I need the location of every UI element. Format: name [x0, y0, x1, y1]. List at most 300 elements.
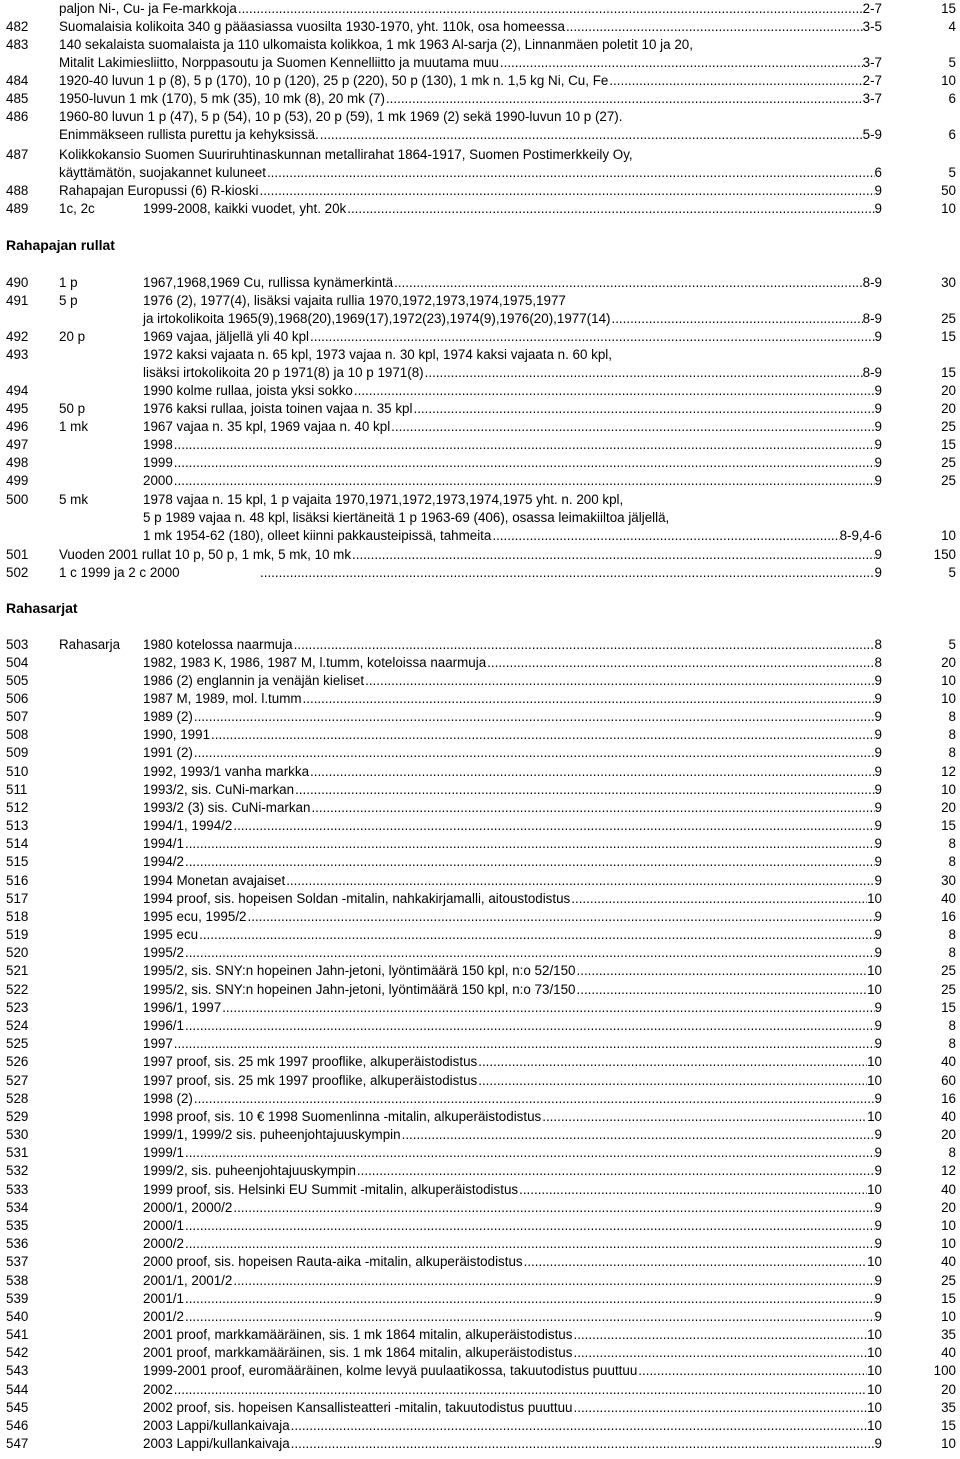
dot-leader [319, 126, 863, 144]
lot-number: 508 [6, 727, 29, 742]
catalog-row [0, 1417, 960, 1435]
condition-grade: 9 [874, 745, 882, 760]
lot-number: 541 [6, 1327, 29, 1342]
lot-description: ja irtokolikoita 1965(9),1968(20),1969(17),1972(23),1974(9),1976(20),1977(14) [143, 311, 611, 326]
lot-description: 1978 vajaa n. 15 kpl, 1 p vajaita 1970,1971,1972,1973,1974,1975 yht. n. 200 kpl, [143, 492, 624, 507]
catalog-row [0, 708, 960, 726]
section-heading: Rahasarjat [6, 600, 78, 616]
lot-description: 2003 Lappi/kullankaivaja [143, 1418, 290, 1433]
dot-leader [576, 981, 868, 999]
condition-grade: 8-9 [862, 311, 882, 326]
catalog-row [0, 491, 960, 509]
lot-description-line [143, 1308, 882, 1326]
lot-description: 1976 kaksi rullaa, joista toinen vajaa n. 35 kpl [143, 401, 413, 416]
condition-grade: 9 [874, 709, 882, 724]
lot-description-line [59, 54, 882, 72]
catalog-row [0, 1435, 960, 1453]
lot-description-line [143, 310, 882, 328]
starting-price: 35 [941, 1327, 956, 1342]
catalog-row [0, 1326, 960, 1344]
lot-description-line [143, 364, 882, 382]
lot-description-line [143, 274, 882, 292]
dot-leader [608, 72, 862, 90]
starting-price: 10 [941, 691, 956, 706]
dot-leader [572, 1344, 867, 1362]
catalog-row [0, 890, 960, 908]
dot-leader [193, 744, 875, 762]
dot-leader [401, 1126, 875, 1144]
lot-description-line [259, 564, 882, 582]
lot-number: 491 [6, 293, 29, 308]
dot-leader [518, 1181, 867, 1199]
lot-number: 520 [6, 945, 29, 960]
catalog-row [0, 1235, 960, 1253]
catalog-row [0, 1126, 960, 1144]
lot-description-line [143, 944, 882, 962]
starting-price: 8 [948, 854, 956, 869]
lot-number: 505 [6, 673, 29, 688]
dot-leader [541, 1108, 867, 1126]
catalog-row [0, 400, 960, 418]
lot-description-line [143, 491, 882, 509]
catalog-row [0, 274, 960, 292]
lot-description: 1969 vajaa, jäljellä yli 40 kpl [143, 329, 309, 344]
starting-price: 5 [948, 637, 956, 652]
starting-price: 20 [941, 1127, 956, 1142]
lot-description-line [143, 1235, 882, 1253]
lot-description-line [143, 1035, 882, 1053]
catalog-row [0, 1253, 960, 1271]
starting-price: 8 [948, 927, 956, 942]
starting-price: 10 [941, 201, 956, 216]
starting-price: 20 [941, 1382, 956, 1397]
lot-description: 1989 (2) [143, 709, 193, 724]
dot-leader [346, 200, 874, 218]
lot-description-line [143, 1090, 882, 1108]
lot-description: 1967 vajaa n. 35 kpl, 1969 vajaa n. 40 kpl [143, 419, 391, 434]
starting-price: 8 [948, 727, 956, 742]
catalog-row [0, 908, 960, 926]
lot-description: 1993/2 (3) sis. CuNi-markan [143, 800, 311, 815]
starting-price: 100 [933, 1363, 956, 1378]
lot-description: 1997 [143, 1036, 173, 1051]
condition-grade: 8-9 [862, 275, 882, 290]
lot-description: 1998 (2) [143, 1091, 193, 1106]
lot-description: 1999/2, sis. puheenjohtajuuskympin [143, 1163, 356, 1178]
lot-description-line [143, 817, 882, 835]
condition-grade: 10 [867, 1345, 882, 1360]
starting-price: 15 [941, 1291, 956, 1306]
lot-description-line [143, 799, 882, 817]
lot-description-line [143, 382, 882, 400]
starting-price: 4 [948, 19, 956, 34]
dot-leader [198, 926, 874, 944]
lot-description-line [143, 926, 882, 944]
dot-leader [412, 400, 874, 418]
catalog-row [0, 1199, 960, 1217]
catalog-row [0, 944, 960, 962]
lot-number: 515 [6, 854, 29, 869]
lot-number: 530 [6, 1127, 29, 1142]
lot-description: 1991 (2) [143, 745, 193, 760]
lot-description-line [143, 1199, 882, 1217]
catalog-row [0, 690, 960, 708]
denomination: 5 p [59, 293, 78, 308]
catalog-row [0, 182, 960, 200]
lot-number: 488 [6, 183, 29, 198]
catalog-row [0, 18, 960, 36]
lot-description: 1998 [143, 437, 173, 452]
starting-price: 12 [941, 764, 956, 779]
lot-description-line [59, 182, 882, 200]
lot-description-line [143, 744, 882, 762]
dot-leader [247, 908, 875, 926]
condition-grade: 9 [874, 873, 882, 888]
lot-description-line [143, 292, 882, 310]
dot-leader [193, 708, 875, 726]
lot-description: lisäksi irtokolikoita 20 p 1971(8) ja 10 p 1971(8) [143, 365, 424, 380]
dot-leader [573, 1399, 868, 1417]
starting-price: 15 [941, 1, 956, 16]
lot-number: 510 [6, 764, 29, 779]
lot-description-line [59, 0, 882, 18]
lot-description: 1986 (2) englannin ja venäjän kieliset [143, 673, 365, 688]
dot-leader [184, 1308, 875, 1326]
lot-number: 484 [6, 73, 29, 88]
dot-leader [310, 799, 874, 817]
lot-description-line [143, 1072, 882, 1090]
catalog-row [0, 1053, 960, 1071]
lot-description: 2000/1 [143, 1218, 184, 1233]
lot-description: 2002 proof, sis. hopeisen Kansallisteatteri -mitalin, takuutodistus puuttuu [143, 1400, 573, 1415]
lot-description: 1980 kotelossa naarmuja [143, 637, 293, 652]
lot-description-line [143, 1126, 882, 1144]
lot-description: 1997 proof, sis. 25 mk 1997 prooflike, alkuperäistodistus [143, 1073, 478, 1088]
lot-description: 1976 (2), 1977(4), lisäksi vajaita rullia 1970,1972,1973,1974,1975,1977 [143, 293, 566, 308]
lot-description: 2001/1 [143, 1291, 184, 1306]
catalog-row [0, 1362, 960, 1380]
lot-number: 535 [6, 1218, 29, 1233]
condition-grade: 10 [867, 963, 882, 978]
lot-description-line [143, 1362, 882, 1380]
catalog-row [0, 781, 960, 799]
lot-number: 512 [6, 800, 29, 815]
lot-number: 514 [6, 836, 29, 851]
starting-price: 60 [941, 1073, 956, 1088]
dot-leader [290, 1417, 867, 1435]
lot-description-line [143, 672, 882, 690]
catalog-row [0, 1399, 960, 1417]
starting-price: 10 [941, 1309, 956, 1324]
condition-grade: 10 [867, 982, 882, 997]
starting-price: 40 [941, 1182, 956, 1197]
condition-grade: 9 [874, 1200, 882, 1215]
lot-description: 1996/1 [143, 1018, 184, 1033]
lot-description-line [59, 126, 882, 144]
starting-price: 16 [941, 1091, 956, 1106]
lot-description: 5 p 1989 vajaa n. 48 kpl, lisäksi kiertäneitä 1 p 1963-69 (406), osassa leimakiiltoa jäljellä, [143, 510, 670, 525]
catalog-row [0, 200, 960, 218]
condition-grade: 9 [874, 927, 882, 942]
catalog-row [0, 382, 960, 400]
dot-leader [390, 418, 874, 436]
catalog-row [0, 454, 960, 472]
starting-price: 30 [941, 873, 956, 888]
catalog-row [0, 853, 960, 871]
condition-grade: 9 [874, 1036, 882, 1051]
starting-price: 15 [941, 437, 956, 452]
dot-leader [173, 472, 875, 490]
lot-description-line [143, 708, 882, 726]
condition-grade: 9 [874, 764, 882, 779]
starting-price: 10 [941, 1436, 956, 1451]
starting-price: 40 [941, 1345, 956, 1360]
condition-grade: 9 [874, 565, 882, 580]
dot-leader [477, 1072, 867, 1090]
dot-leader [353, 382, 875, 400]
dot-leader [193, 1090, 875, 1108]
lot-number: 498 [6, 455, 29, 470]
lot-number: 531 [6, 1145, 29, 1160]
lot-description-line [143, 962, 882, 980]
dot-leader [184, 835, 875, 853]
dot-leader [173, 454, 875, 472]
lot-description: 1994/1 [143, 836, 184, 851]
lot-description-line [143, 1417, 882, 1435]
catalog-row [0, 546, 960, 564]
starting-price: 25 [941, 455, 956, 470]
lot-description-line [143, 835, 882, 853]
starting-price: 10 [941, 1218, 956, 1233]
condition-grade: 9 [874, 183, 882, 198]
lot-number: 486 [6, 109, 29, 124]
lot-number: 546 [6, 1418, 29, 1433]
lot-description: 2001 proof, markkamääräinen, sis. 1 mk 1864 mitalin, alkuperäistodistus [143, 1327, 573, 1342]
catalog-row [0, 1108, 960, 1126]
lot-number: 509 [6, 745, 29, 760]
catalog-row [0, 1090, 960, 1108]
lot-description-line [59, 72, 882, 90]
starting-price: 15 [941, 1418, 956, 1433]
starting-price: 25 [941, 419, 956, 434]
lot-description: 1995/2 [143, 945, 184, 960]
dot-leader [290, 1435, 875, 1453]
lot-description: Rahapajan Europussi (6) R-kioski [59, 183, 259, 198]
dot-leader [385, 90, 863, 108]
condition-grade: 9 [874, 1018, 882, 1033]
catalog-row [0, 672, 960, 690]
condition-grade: 10 [867, 1363, 882, 1378]
catalog-row [0, 564, 960, 582]
lot-description-line [143, 346, 882, 364]
lot-number: 528 [6, 1091, 29, 1106]
lot-number: 511 [6, 782, 28, 797]
lot-description: 1994/1, 1994/2 [143, 818, 233, 833]
lot-description-line [143, 1017, 882, 1035]
lot-description: 1999 [143, 455, 173, 470]
lot-description: 2002 [143, 1382, 173, 1397]
starting-price: 35 [941, 1400, 956, 1415]
catalog-row [0, 527, 960, 545]
lot-description-line [143, 781, 882, 799]
lot-number: 526 [6, 1054, 29, 1069]
condition-grade: 9 [874, 1309, 882, 1324]
lot-description: 1960-80 luvun 1 p (47), 5 p (54), 10 p (53), 20 p (59), 1 mk 1969 (2) sekä 1990-luvun 10 p (27). [59, 109, 623, 124]
dot-leader [237, 0, 863, 18]
starting-price: 40 [941, 1054, 956, 1069]
catalog-row [0, 799, 960, 817]
dot-leader [184, 1217, 875, 1235]
condition-grade: 9 [874, 1273, 882, 1288]
condition-grade: 8 [874, 637, 882, 652]
condition-grade: 9 [874, 455, 882, 470]
catalog-row [0, 1072, 960, 1090]
denomination: 1 p [59, 275, 78, 290]
starting-price: 6 [948, 127, 956, 142]
catalog-row [0, 436, 960, 454]
dot-leader [364, 672, 874, 690]
lot-number: 493 [6, 347, 29, 362]
lot-number: 533 [6, 1182, 29, 1197]
lot-number: 501 [6, 547, 29, 562]
catalog-row [0, 164, 960, 182]
condition-grade: 9 [874, 383, 882, 398]
condition-grade: 2-7 [862, 73, 882, 88]
lot-number: 507 [6, 709, 29, 724]
lot-description-line [143, 853, 882, 871]
lot-description-line [143, 636, 882, 654]
dot-leader [302, 690, 875, 708]
lot-number: 527 [6, 1073, 29, 1088]
lot-description: 1982, 1983 K, 1986, 1987 M, l.tumm, koteloissa naarmuja [143, 655, 487, 670]
catalog-row [0, 1290, 960, 1308]
dot-leader [309, 763, 875, 781]
denomination: 5 mk [59, 492, 89, 507]
lot-number: 502 [6, 565, 29, 580]
starting-price: 20 [941, 401, 956, 416]
lot-number: 513 [6, 818, 29, 833]
lot-number: 532 [6, 1163, 29, 1178]
catalog-row [0, 472, 960, 490]
condition-grade: 9 [874, 547, 882, 562]
lot-number: 547 [6, 1436, 29, 1451]
starting-price: 15 [941, 818, 956, 833]
lot-description-line [143, 436, 882, 454]
denomination: Rahasarja [59, 637, 121, 652]
lot-number: 504 [6, 655, 29, 670]
lot-number: 487 [6, 147, 29, 162]
starting-price: 15 [941, 329, 956, 344]
lot-description-line [59, 36, 882, 54]
starting-price: 5 [948, 165, 956, 180]
condition-grade: 9 [874, 854, 882, 869]
condition-grade: 9 [874, 1163, 882, 1178]
starting-price: 20 [941, 800, 956, 815]
lot-description: 1987 M, 1989, mol. l.tumm [143, 691, 302, 706]
lot-number: 494 [6, 383, 29, 398]
dot-leader [258, 182, 874, 200]
condition-grade: 10 [867, 1418, 882, 1433]
lot-description-line [143, 1144, 882, 1162]
lot-number: 482 [6, 19, 29, 34]
lot-description: 1920-40 luvun 1 p (8), 5 p (170), 10 p (120), 25 p (220), 50 p (130), 1 mk n. 1,5 kg Ni, Cu, Fe [59, 73, 609, 88]
lot-number: 499 [6, 473, 29, 488]
lot-description-line [143, 1290, 882, 1308]
condition-grade: 10 [867, 1182, 882, 1197]
catalog-row [0, 835, 960, 853]
lot-description-line [59, 164, 882, 182]
dot-leader [266, 164, 875, 182]
catalog-row [0, 1217, 960, 1235]
dot-leader [570, 890, 867, 908]
condition-grade: 9 [874, 909, 882, 924]
condition-grade: 9 [874, 201, 882, 216]
dot-leader [499, 54, 863, 72]
lot-description: 1999 proof, sis. Helsinki EU Summit -mitalin, alkuperäistodistus [143, 1182, 519, 1197]
condition-grade: 3-5 [862, 19, 882, 34]
catalog-row [0, 346, 960, 364]
condition-grade: 9 [874, 419, 882, 434]
condition-grade: 3-7 [862, 91, 882, 106]
catalog-row [0, 1144, 960, 1162]
lot-description-line [143, 981, 882, 999]
lot-description-line [143, 418, 882, 436]
dot-leader [486, 654, 874, 672]
lot-description: 2003 Lappi/kullankaivaja [143, 1436, 290, 1451]
lot-description: 1995/2, sis. SNY:n hopeinen Jahn-jetoni, lyöntimäärä 150 kpl, n:o 73/150 [143, 982, 576, 997]
starting-price: 10 [941, 528, 956, 543]
catalog-row [0, 726, 960, 744]
lot-description: 1990 kolme rullaa, joista yksi sokko [143, 383, 353, 398]
dot-leader [565, 18, 863, 36]
lot-number: 489 [6, 201, 29, 216]
lot-number: 503 [6, 637, 29, 652]
condition-grade: 9 [874, 818, 882, 833]
catalog-row [0, 926, 960, 944]
catalog-row [0, 146, 960, 164]
condition-grade: 9 [874, 836, 882, 851]
dot-leader [491, 527, 839, 545]
dot-leader [232, 1272, 874, 1290]
lot-description: paljon Ni-, Cu- ja Fe-markkoja [59, 1, 237, 16]
starting-price: 25 [941, 311, 956, 326]
lot-number: 534 [6, 1200, 29, 1215]
condition-grade: 9 [874, 945, 882, 960]
catalog-row [0, 126, 960, 144]
lot-description: 1 mk 1954-62 (180), olleet kiinni pakkausteipissä, tahmeita [143, 528, 492, 543]
dot-leader [572, 1326, 867, 1344]
lot-description-line [143, 872, 882, 890]
lot-description: 2000/2 [143, 1236, 184, 1251]
lot-description-line [143, 527, 882, 545]
starting-price: 20 [941, 1200, 956, 1215]
dot-leader [523, 1253, 867, 1271]
lot-description-line [143, 654, 882, 672]
condition-grade: 9 [874, 473, 882, 488]
lot-description: 1997 proof, sis. 25 mk 1997 prooflike, alkuperäistodistus [143, 1054, 478, 1069]
lot-description-line [143, 1217, 882, 1235]
denomination: 1 c 1999 ja 2 c 2000 [59, 565, 180, 580]
starting-price: 25 [941, 473, 956, 488]
lot-description-line [143, 472, 882, 490]
condition-grade: 9 [874, 1291, 882, 1306]
lot-description-line [143, 763, 882, 781]
lot-number: 536 [6, 1236, 29, 1251]
starting-price: 15 [941, 365, 956, 380]
lot-number: 542 [6, 1345, 29, 1360]
lot-description: 1992, 1993/1 vanha markka [143, 764, 310, 779]
starting-price: 5 [948, 565, 956, 580]
